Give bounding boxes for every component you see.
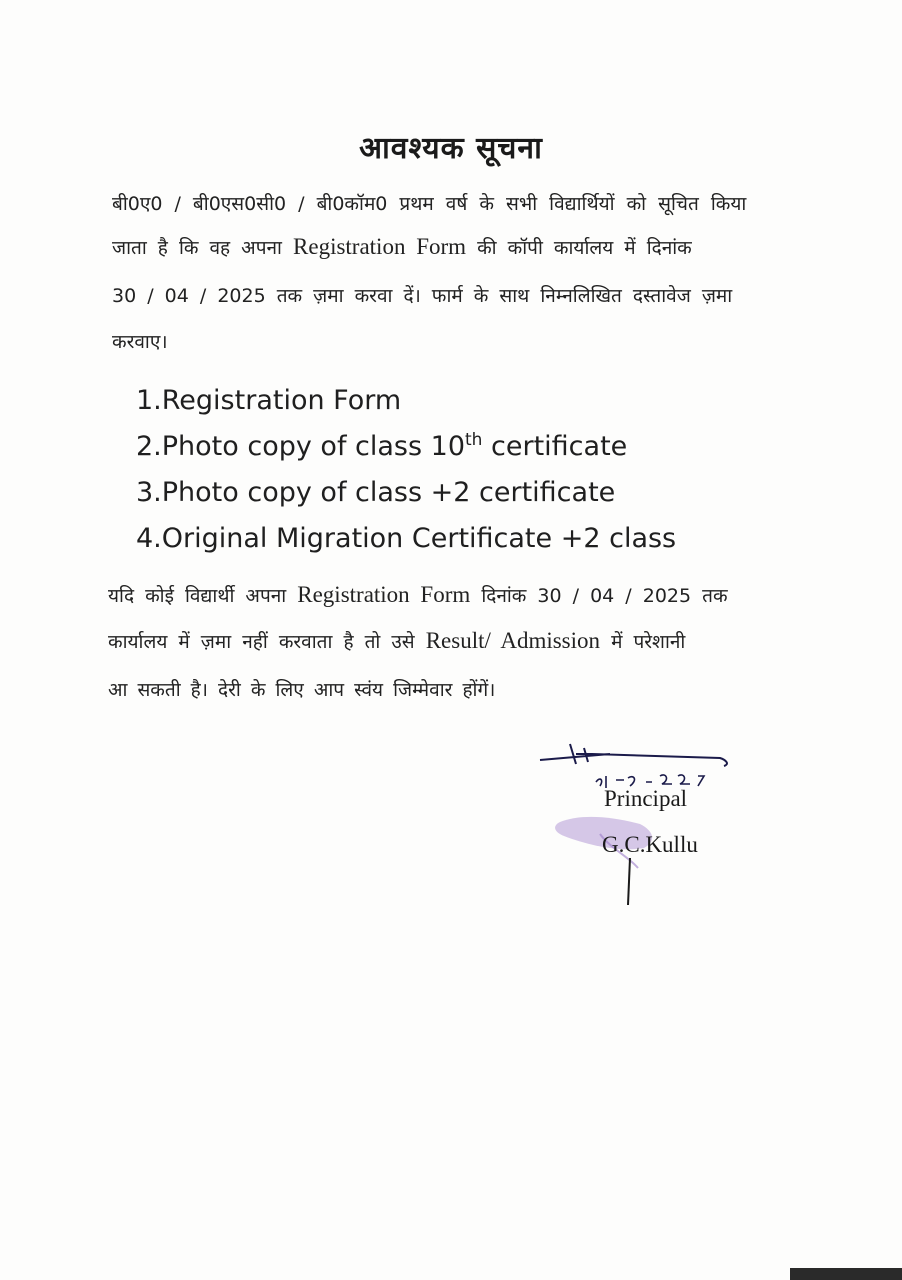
para2-line2-pre: कार्यालय में ज़मा नहीं करवाता है तो उसे (108, 631, 415, 653)
para1-line2-latin: Registration Form (293, 234, 467, 259)
para1-line2-pre: जाता है कि वह अपना (112, 237, 282, 259)
document-item-2-post: certificate (482, 431, 628, 462)
signature-institution: G.C.Kullu (602, 832, 698, 857)
para1-line1: बी0ए0 / बी0एस0सी0 / बी0कॉम0 प्रथम वर्ष के सभी विद्यार्थियों को सूचित किया (112, 193, 747, 215)
document-item-2-text: 2.Photo copy of class 10 (136, 431, 465, 462)
scan-edge (790, 1268, 902, 1280)
para1-line2-post: की कॉपी कार्यालय में दिनांक (477, 237, 692, 259)
para1-line3: 30 / 04 / 2025 तक ज़मा करवा दें। फार्म के साथ निम्नलिखित दस्तावेज ज़मा (112, 285, 733, 307)
para2-line3: आ सकती है। देरी के लिए आप स्वंय जिम्मेवार होंगें। (108, 679, 496, 701)
para2-line1-pre: यदि कोई विद्यार्थी अपना (108, 585, 287, 607)
para2-line2-post: में परेशानी (611, 631, 686, 653)
signature-block (540, 740, 780, 910)
signature-designation: Principal (604, 786, 688, 811)
signature-scribble (540, 744, 727, 766)
document-item-2-sup: th (465, 430, 483, 450)
para2-line1-post: दिनांक 30 / 04 / 2025 तक (481, 585, 728, 607)
handwritten-date: 21-05-2025 (590, 738, 596, 739)
document-item-1: 1.Registration Form (136, 385, 402, 416)
para1-line2 (112, 234, 692, 260)
document-item-3: 3.Photo copy of class +2 certificate (136, 477, 616, 508)
signature-drawing (540, 740, 780, 910)
document-item-2 (136, 424, 676, 470)
document-item-4: 4.Original Migration Certificate +2 class (136, 523, 677, 554)
para2-line1 (108, 582, 728, 608)
signature-tail (628, 858, 630, 905)
para2-line2 (108, 628, 685, 654)
documents-list (136, 378, 676, 562)
para2-line1-latin: Registration Form (297, 582, 471, 607)
para2-line2-latin: Result/ Admission (425, 628, 601, 653)
notice-title: आवश्यक सूचना (359, 131, 543, 166)
para1-line4: करवाए। (112, 331, 168, 353)
